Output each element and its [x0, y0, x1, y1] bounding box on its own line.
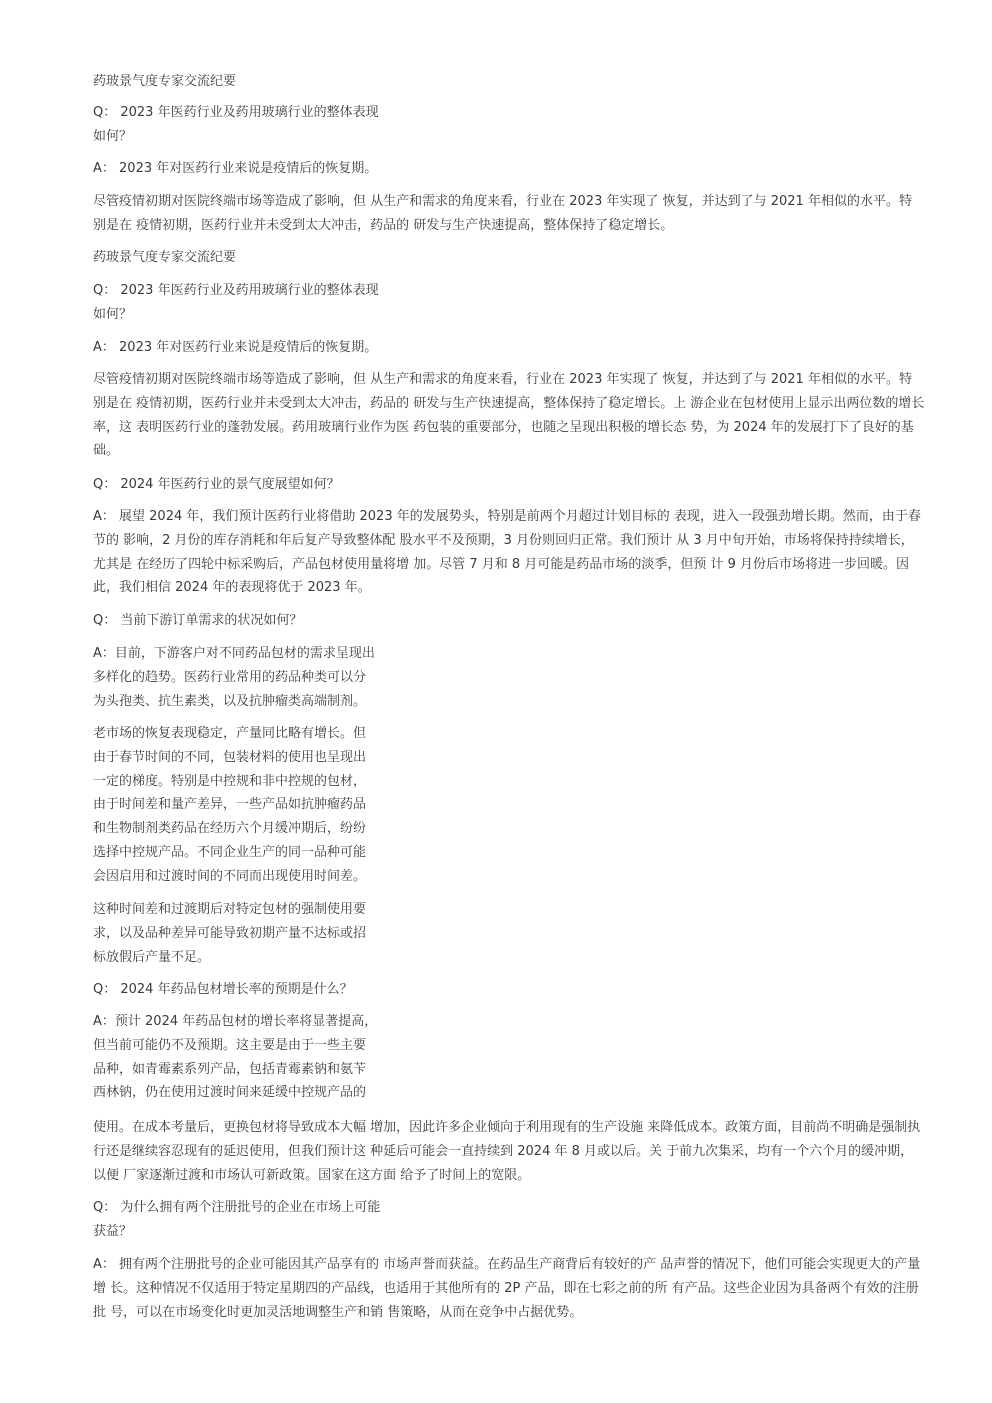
question-3: Q： 当前下游订单需求的状况如何？ — [93, 613, 303, 628]
paragraph-4: 使用。在成本考量后，更换包材将导致成本大幅 增加，因此许多企业倾向于利用现有的生产设施 来降低成本。政策方面，目前尚不明确是强制执 行还是继续容忍现有的延迟使用，但我们预计这 种延后可能会一直持续到 2024 年 8 月或以后。关 于前九次集采，均有一个六个月的缓冲期， 以便 厂家逐渐过渡和市场认可新政策。国家在这方面 给予了时间上的宽限。 — [93, 1120, 921, 1183]
question-2: Q： 2024 年医药行业的景气度展望如何？ — [93, 477, 340, 492]
paragraph-3a: 老市场的恢复表现稳定，产量同比略有增长。但 由于春节时间的不同，包装材料的使用也呈现出 一定的梯度。特别是中控规和非中控规的包材， 由于时间差和量产差异，一些产品如抗肿瘤药品 和生物制剂类药品在经历六个月缓冲期后，纷纷 选择中控规产品。不同企业生产的同一品种可能 会因启用和过渡时间的不同而出现使用时间差。 — [93, 726, 367, 884]
question-5: Q： 为什么拥有两个注册批号的企业在市场上可能 获益？ — [93, 1200, 381, 1239]
question-4: Q： 2024 年药品包材增长率的预期是什么？ — [93, 982, 353, 997]
document-title: 药玻景气度专家交流纪要 — [93, 74, 237, 89]
question-1-repeat: Q： 2023 年医药行业及药用玻璃行业的整体表现 如何？ — [93, 283, 379, 322]
paragraph-1: 尽管疫情初期对医院终端市场等造成了影响，但 从生产和需求的角度来看，行业在 2023 年实现了 恢复，并达到了与 2021 年相似的水平。特 别是在 疫情初期，医药行业并未受到太大冲击，药品的 研发与生产快速提高，整体保持了稳定增长。 — [93, 194, 912, 233]
document-title-repeat: 药玻景气度专家交流纪要 — [93, 250, 237, 265]
answer-3: A：目前，下游客户对不同药品包材的需求呈现出 多样化的趋势。医药行业常用的药品种类可以分 为头孢类、抗生素类，以及抗肿瘤类高端制剂。 — [93, 646, 375, 709]
answer-1-repeat: A： 2023 年对医药行业来说是疫情后的恢复期。 — [93, 340, 378, 355]
paragraph-3b: 这种时间差和过渡期后对特定包材的强制使用要 求，以及品种差异可能导致初期产量不达标或招 标放假后产量不足。 — [93, 902, 367, 965]
paragraph-1-repeat: 尽管疫情初期对医院终端市场等造成了影响，但 从生产和需求的角度来看，行业在 2023 年实现了 恢复，并达到了与 2021 年相似的水平。特 别是在 疫情初期，医药行业并未受到太大冲击，药品的 研发与生产快速提高，整体保持了稳定增长。上 游企业在包材使用上显示出两位数的增长 率，这 表明医药行业的蓬勃发展。药用玻璃行业作为医 药包装的重要部分，也随之呈现出积极的增长态 势，为 2024 年的发展打下了良好的基 础。 — [93, 372, 925, 459]
answer-1: A： 2023 年对医药行业来说是疫情后的恢复期。 — [93, 161, 378, 176]
answer-2: A： 展望 2024 年，我们预计医药行业将借助 2023 年的发展势头，特别是前两个月超过计划目标的 表现，进入一段强劲增长期。然而，由于春 节的 影响，2 月份的库存消耗和年后复产导致整体配 股水平不及预期，3 月份则回归正常。我们预计 从 3 月中旬开始，市场将保持持续增长， 尤其是 在经历了四轮中标采购后，产品包材使用量将增 加。尽管 7 月和 8 月可能是药品市场的淡季，但预 计 9 月份后市场将进一步回暖。因 此，我们相信 2024 年的表现将优于 2023 年。 — [93, 509, 921, 596]
question-1: Q： 2023 年医药行业及药用玻璃行业的整体表现 如何？ — [93, 105, 379, 144]
answer-5: A： 拥有两个注册批号的企业可能因其产品享有的 市场声誉而获益。在药品生产商背后有较好的产 品声誉的情况下，他们可能会实现更大的产量 增 长。这种情况不仅适用于特定星期四的产品线，也适用于其他所有的 2P 产品，即在七彩之前的所 有产品。这些企业因为具备两个有效的注册 批 号，可以在市场变化时更加灵活地调整生产和销 售策略，从而在竞争中占据优势。 — [93, 1257, 921, 1320]
answer-4: A：预计 2024 年药品包材的增长率将显著提高， 但当前可能仍不及预期。这主要是由于一些主要 品种，如青霉素系列产品，包括青霉素钠和氨苄 西林钠，仍在使用过渡时间来延缓中控规产品的 — [93, 1014, 378, 1101]
